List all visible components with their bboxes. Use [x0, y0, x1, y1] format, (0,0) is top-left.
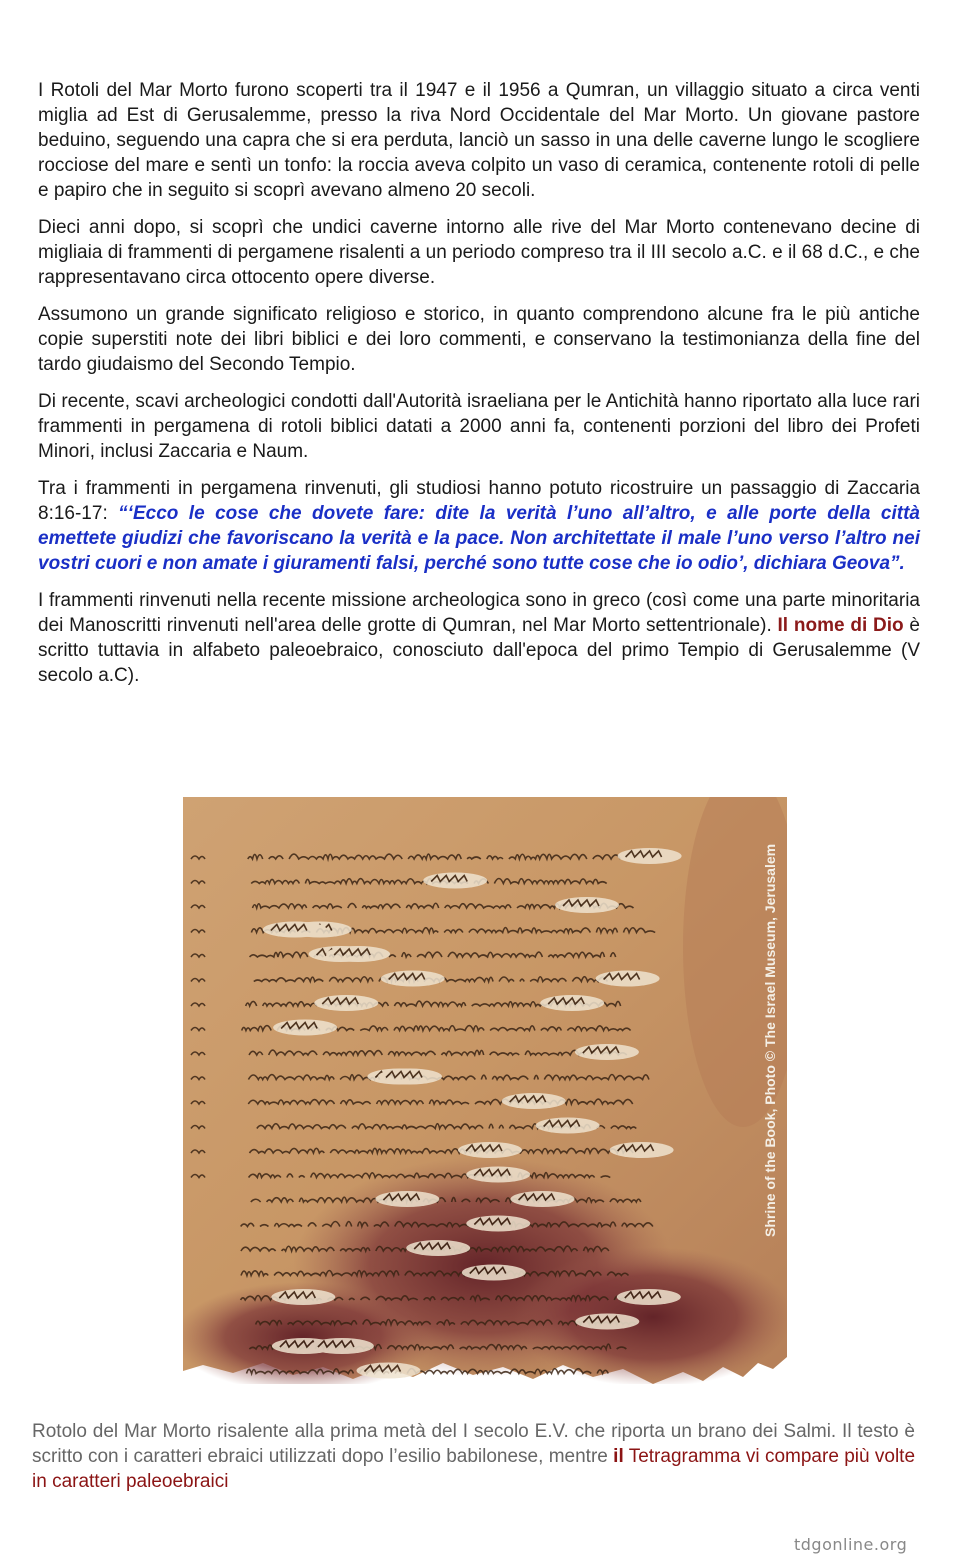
photo-caption: [32, 1419, 915, 1494]
paragraph-greek-fragments: [38, 588, 920, 688]
paragraph-recent-excavations: Di recente, scavi archeologici condotti dall'Autorità israeliana per le Antichità hanno riportato alla luce rari frammenti in pergamena di rotoli biblici datati a 2000 anni fa, contenenti porzioni del libro dei Profeti Minori, inclusi Zaccaria e Naum.: [38, 391, 920, 462]
zechariah-intro: Tra i frammenti in pergamena rinvenuti, gli studiosi hanno potuto ricostruire un passaggio di Zaccaria 8:16-17:: [38, 478, 920, 524]
paragraph-discovery: I Rotoli del Mar Morto furono scoperti tra il 1947 e il 1956 a Qumran, un villaggio situato a circa venti miglia ad Est di Gerusalemme, presso la riva Nord Occidentale del Mar Morto. Un giovane pastore beduino, seguendo una capra che si era perduta, lanciò un sasso in una delle caverne lungo le scogliere rocciose del mare e sentì un tonfo: la roccia aveva colpito un vaso di ceramica, contenente rotoli di pelle e papiro che in seguito si scoprì avevano almeno 20 secoli.: [38, 80, 920, 201]
dead-sea-scroll-image: [183, 797, 787, 1384]
paragraph-caves: Dieci anni dopo, si scoprì che undici caverne intorno alle rive del Mar Morto contenevano decine di migliaia di frammenti di pergamene risalenti a un periodo compreso tra il III secolo a.C. e il 68 d.C., e che rappresentavano circa ottocento opere diverse.: [38, 217, 920, 288]
greek-fragments-text-b: è scritto tuttavia in alfabeto paleoebraico, conosciuto dall'epoca del primo Tempio di Gerusalemme (V secolo a.C).: [38, 615, 920, 686]
greek-fragments-text-a: I frammenti rinvenuti nella recente missione archeologica sono in greco (così come una parte minoritaria dei Manoscritti rinvenuti nell'area delle grotte di Qumran, nel Mar Morto settentrionale).: [38, 590, 920, 636]
paragraph-significance: Assumono un grande significato religioso e storico, in quanto comprendono alcune fra le più antiche copie superstiti note dei libri biblici e dei loro commenti, e conservano la testimonianza della fine del tardo giudaismo del Secondo Tempio.: [38, 304, 920, 375]
paragraph-zechariah: [38, 476, 920, 576]
article-body: [38, 78, 920, 700]
caption-text: Rotolo del Mar Morto risalente alla prima metà del I secolo E.V. che riporta un brano dei Salmi. Il testo è scritto con i caratteri ebraici utilizzati dopo l’esilio babilonese, mentre: [32, 1421, 915, 1467]
caption-highlight-bold: il: [613, 1446, 624, 1467]
photo-credit: Shrine of the Book, Photo © The Israel Museum, Jerusalem: [762, 843, 778, 1237]
zechariah-quote: “‘Ecco le cose che dovete fare: dite la verità l’uno all’altro, e alle porte della città emettete giudizi che favoriscano la verità e la pace. Non architettate il male l’uno verso l’altro nei vostri cuori e non amate i giuramenti falsi, perché sono tutte cose che io odio’, dichiara Geova”.: [38, 503, 920, 574]
caption-highlight: Tetragramma vi compare più volte in caratteri paleoebraici: [32, 1446, 916, 1492]
scroll-photo: [183, 797, 787, 1384]
name-of-god-highlight: Il nome di Dio: [777, 615, 904, 636]
site-watermark: tdgonline.org: [794, 1535, 908, 1554]
